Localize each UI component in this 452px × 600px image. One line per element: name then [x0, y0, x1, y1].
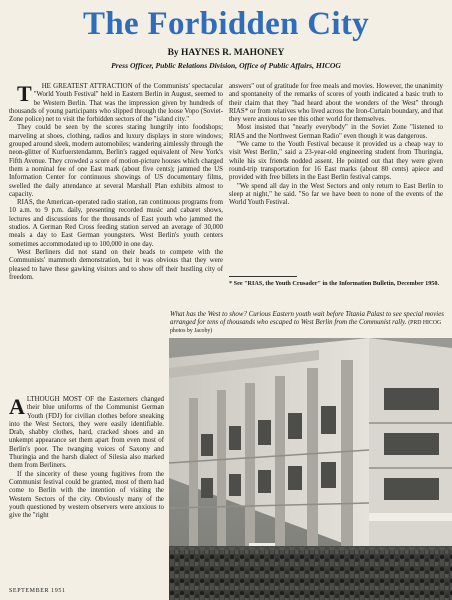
- column-left-top: [9, 83, 223, 282]
- paragraph: T HE GREATEST ATTRACTION of the Communists' spectacular "World Youth Festival" held in Eastern Berlin in August, seemed to be Western Berlin. That was the impression given by hundreds of thousands of young participants who slipped through the loose Vopo (Soviet-Zone police) net to visit the forbidden sectors of the "island city.": [9, 81, 223, 124]
- author-affiliation: Press Officer, Public Relations Division, Office of Public Affairs, HICOG: [111, 61, 341, 70]
- paragraph: "We came to the Youth Festival because it provided us a cheap way to visit West Berlin," said a 23-year-old engineering student from Thuringia, while his six friends nodded assent. He pointed out that they were given round-trip transportation for 16 East marks (about 80 cents) apiece and provided with free billets in the East Berlin festival camps.: [229, 141, 443, 182]
- footer-date: SEPTEMBER 1951: [9, 588, 66, 594]
- photo-caption: [170, 311, 444, 336]
- footnote-rule: [229, 276, 297, 277]
- paragraph: ALTHOUGH MOST OF the Easterners changed their blue uniforms of the Communist German Youth (FDJ) for civilian clothes before sneaking into the West Sectors, they were easily identifiable. Drab, shabby clothes, hard, cracked shoes and an unkempt appearance set them apart from even most of Berlin's poor. The twanging voices of Saxony and Thuringia and the harsh dialect of Silesia also marked them from Berliners.: [9, 394, 164, 470]
- photo-credit: (PRD HICOG photos by Jacoby): [170, 320, 442, 335]
- paragraph: They could be seen by the scores staring hungrily into foodshops; marveling at shoes, clothing, radios and luxury displays in store windows; grouped around sleek, modern automobiles; wandering aimlessly through the neon-glitter of Kurfuerstendamm, Berlin's ragged equivalent of New York's Fifth Avenue. They crowded a score of motion-picture houses which charged them a nominal fee of one East mark (about five cents); jammed the US Information Center for continuous showings of US documentary films, swelled the daily attendance at several Marshall Plan exhibits almost to capacity.: [9, 124, 223, 198]
- column-right: [229, 83, 443, 207]
- column-left-bottom: [9, 396, 164, 520]
- drop-cap: A: [9, 394, 25, 419]
- photo-illustration: [169, 338, 452, 600]
- drop-cap: T: [17, 81, 32, 106]
- paragraph: "We spend all day in the West Sectors and only return to East Berlin to sleep at night," he said. "So far we have been to none of the events of the World Youth Festival.: [229, 182, 443, 207]
- caption-text: What has the West to show? Curious Eastern youth wait before Titania Palast to see special movies arranged for tens of thousands who escaped to West Berlin from the Communist rally.: [170, 311, 444, 327]
- paragraph: RIAS, the American-operated radio station, ran continuous programs from 10 a.m. to 9 p.m. daily, presenting recorded music and cabaret shows, lectures and discussions for the thousands of East youth who jammed the studios. A German Red Cross feeding station served an average of 30,000 meals a day to East German youngsters. West Berlin's youth centers sometimes accommodated up to 100,000 in one day.: [9, 199, 223, 248]
- footnote: * See "RIAS, the Youth Crusader" in the Information Bulletin, December 1950.: [229, 280, 440, 287]
- paragraph: If the sincerity of these young fugitives from the Communist festival could be granted, most of them had come to Berlin with the intention of visiting the Western Sectors of the city. Obviously many of the youth questioned by western observers were anxious to give the "right: [9, 470, 164, 520]
- byline: By HAYNES R. MAHONEY: [167, 48, 285, 58]
- paragraph: Most insisted that "nearly everybody" in the Soviet Zone "listened to RIAS and the Northwest German Radio" even though it was dangerous.: [229, 124, 443, 140]
- paragraph: answers" out of gratitude for free meals and movies. However, the unanimity and spontaneity of the remarks of scores of youth indicated a basic truth to their claim that they "had heard about the wonders of the West" through RIAS* or from relatives who lived across the Iron-Curtain boundary, and that they were anxious to see this other world for themselves.: [229, 83, 443, 124]
- paragraph: West Berliners did not stand on their heads to compete with the Communists' mammoth demonstration, but it was obvious that they were pleased to have these gawking visitors and to show off their hustling city of freedom.: [9, 248, 223, 281]
- article-title: The Forbidden City: [83, 6, 369, 42]
- titania-palast-photo: [169, 338, 452, 600]
